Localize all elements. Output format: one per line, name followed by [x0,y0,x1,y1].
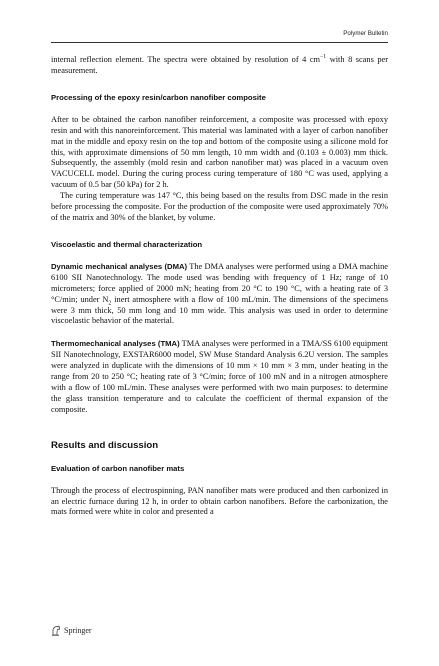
intro-paragraph [51,55,388,77]
processing-heading: Processing of the epoxy resin/carbon nanofiber composite [51,92,266,102]
dma-text-a: The DMA analyses were performed using a DMA machine 6100 SII Nanotechnology. The mode used was bending with frequency of 1 Hz; range of 10 micrometers; force applied of 2000 mN; heating from 20 °C to 190 °C, with a heating rate of 3 °C/min; under N [51,261,388,304]
tma-run-heading: Thermomechanical analyses (TMA) [51,339,180,349]
springer-horse-icon [51,625,61,636]
running-header [51,30,388,44]
processing-paragraph-2: The curing temperature was 147 °C, this being based on the results from DSC made in the resin before processing the composite. For the production of the composite were used approximately 70% of the matrix and 30% of the blanket, by volume. [51,191,388,222]
tma-paragraph [51,339,388,415]
dma-run-heading: Dynamic mechanical analyses (DMA) [51,261,188,271]
intro-text-a: internal reflection element. The spectra were obtained by resolution of 4 cm [51,55,321,64]
results-subheading: Evaluation of carbon nanofiber mats [51,463,185,473]
results-paragraph-1: Through the process of electrospinning, PAN nanofiber mats were produced and then carbonized in an electric furnace during 12 h, in order to obtain carbon nanofibers. Before the carbonization, the mats formed were white in color and presented a [51,485,388,517]
dma-text-b: inert atmosphere with a flow of 100 mL/min. The dimensions of the specimens were 3 mm thick, 50 mm long and 10 mm wide. This analysis was used in order to determine viscoelastic behavior of the material. [51,294,388,326]
viscoelastic-heading: Viscoelastic and thermal characterization [51,239,203,249]
page-body [51,55,388,518]
intro-superscript: −1 [320,54,327,61]
intro-text-b: with 8 scans per measurement. [51,55,388,75]
springer-name: Springer [64,625,92,635]
tma-text: TMA analyses were performed in a TMA/SS 6100 equipment SII Nanotechnology, EXSTAR6000 model, SW Muse Standard Analysis 6.2U version. The samples were analyzed in duplicate with the dimensions of 10 mm × 10 mm × 3 mm, under heating in the range from 20 to 250 °C; heating rate of 3 °C/min; force of 100 mN and in a nitrogen atmosphere with a flow of 100 mL/min. These analyses were performed with two main purposes: to determine the glass transition temperature and to calculate the coefficient of thermal expansion of the composite. [51,339,388,414]
results-heading: Results and discussion [51,439,159,451]
header-rule [51,42,388,43]
page-footer [51,623,92,637]
dma-paragraph [51,262,388,327]
journal-name: Polymer Bulletin [343,30,388,37]
dma-subscript: 2 [108,300,112,307]
processing-paragraph-1: After to be obtained the carbon nanofiber reinforcement, a composite was processed with epoxy resin and with this nanoreinforcement. This material was laminated with a layer of carbon nanofiber mat in the middle and epoxy resin on the top and bottom of the composite using a silicone mold for this, with approximate dimensions of 50 mm length, 10 mm width and (0.103 ± 0.003) mm thick. Subsequently, the assembly (mold resin and carbon nanofiber mat) was placed in a vacuum oven VACUCELL model. During the curing process curing temperature of 180 °C was used, applying a vacuum of 0.5 bar (50 kPa) for 2 h. [51,114,388,190]
